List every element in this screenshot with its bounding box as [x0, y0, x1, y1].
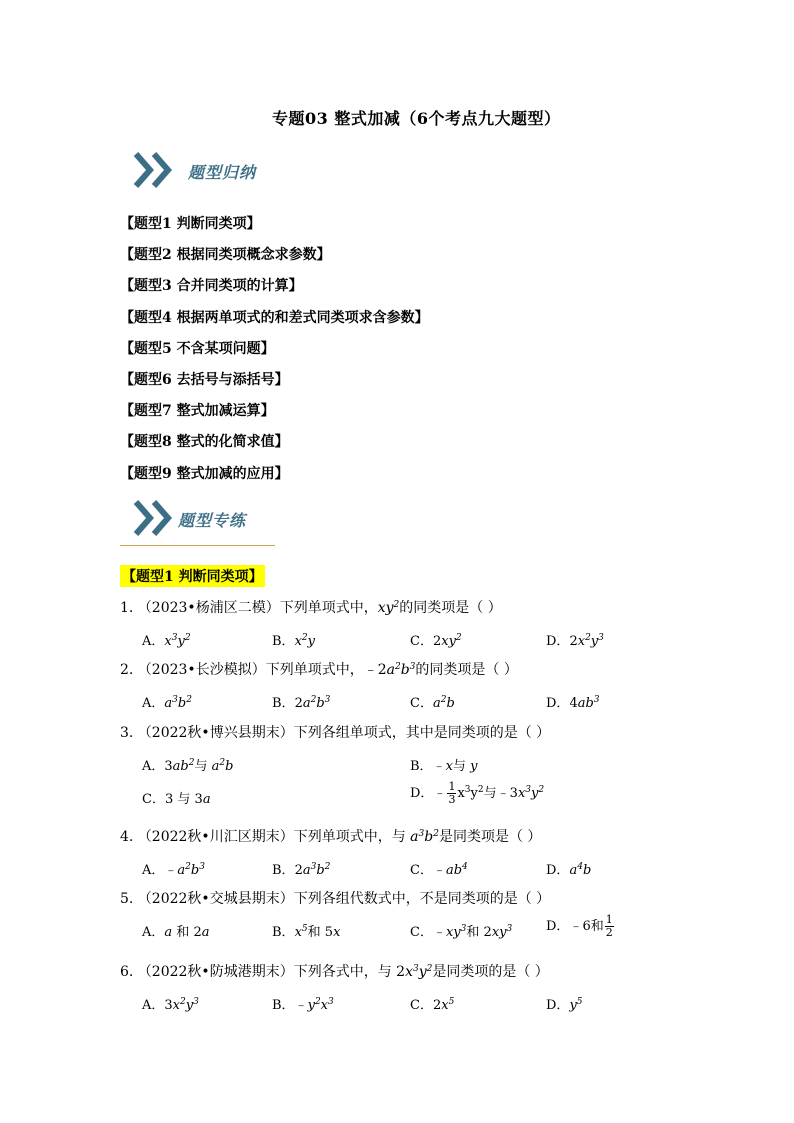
option-1d: D．$2x^2y^3$ [546, 633, 604, 649]
option-6d: D．$y^5$ [546, 997, 583, 1013]
question-3: 3. （2022秋•博兴县期末）下列各组单项式，其中是同类项的是（ ） [120, 725, 551, 741]
option-3c: C．3 与 3a [142, 792, 211, 807]
option-5a: A．a 和 2a [142, 925, 210, 940]
double-chevron-icon [132, 150, 182, 190]
page-title: 专题03 整式加减（6个考点九大题型） [272, 109, 561, 128]
option-4a: A．$﹣a^2b^3$ [142, 862, 205, 878]
type-item: 【题型5 不含某项问题】 [120, 340, 275, 357]
question-4: 4. （2022秋•川汇区期末）下列单项式中，与 $a^3b^2$是同类项是（ ） [120, 829, 542, 845]
option-3d: D．﹣ $\frac{1}{3}$ $x^3y^2$与$﹣3x^3y^2$ [410, 780, 545, 806]
question-5: 5. （2022秋•交城县期末）下列各组代数式中，不是同类项的是（ ） [120, 891, 551, 907]
section-label: 题型专练 [178, 511, 247, 530]
type-item: 【题型7 整式加减运算】 [120, 403, 275, 420]
question-2: 2. （2023•长沙模拟）下列单项式中，$﹣2a^2b^3$的同类项是（ ） [120, 662, 518, 678]
highlight-heading: 【题型1 判断同类项】 [120, 565, 265, 587]
option-4d: D．$a^4b$ [546, 862, 592, 878]
option-4c: C．$﹣ab^4$ [410, 862, 468, 878]
type-item: 【题型1 判断同类项】 [120, 216, 261, 232]
section-label: 题型归纳 [188, 163, 257, 182]
type-list [120, 212, 429, 493]
option-2c: C．$a^2b$ [410, 695, 455, 711]
fraction: $\frac{1}{3}$ [448, 780, 456, 806]
double-chevron-icon [132, 498, 182, 538]
option-3a: A．$3ab^2$与 $a^2b$ [142, 758, 234, 774]
type-item: 【题型8 整式的化简求值】 [120, 434, 289, 451]
option-6b: B．$﹣y^2x^3$ [272, 997, 334, 1013]
option-4b: B．$2a^3b^2$ [272, 862, 331, 878]
option-3b: B．﹣x与 y [410, 759, 478, 774]
type-item: 【题型4 根据两单项式的和差式同类项求含参数】 [120, 309, 429, 326]
type-item: 【题型2 根据同类项概念求参数】 [120, 247, 331, 264]
option-5b: B．$x^5$和 5x [272, 924, 341, 940]
option-2d: D．$4ab^3$ [546, 695, 600, 711]
option-2a: A．$a^3b^2$ [142, 695, 192, 711]
option-1c: C．$2xy^2$ [410, 633, 462, 649]
option-2b: B．$2a^2b^3$ [272, 695, 331, 711]
type-item: 【题型6 去括号与添括号】 [120, 371, 289, 388]
question-1: 1. （2023•杨浦区二模）下列单项式中，$xy^2$的同类项是（ ） [120, 600, 502, 616]
option-5c: C．$﹣xy^3$和 $2xy^3$ [410, 924, 513, 940]
divider [120, 545, 275, 546]
option-1a: A．$x^3y^2$ [142, 633, 191, 649]
option-1b: B．$x^2y$ [272, 633, 315, 649]
type-item: 【题型9 整式加减的应用】 [120, 465, 289, 482]
fraction: $\frac{1}{2}$ [605, 913, 613, 939]
type-item: 【题型3 合并同类项的计算】 [120, 278, 303, 295]
section-header-practice [132, 498, 312, 542]
section-header-summary [132, 150, 312, 194]
option-6a: A．$3x^2y^3$ [142, 997, 199, 1013]
option-6c: C．$2x^5$ [410, 997, 455, 1013]
option-5d: D．﹣6和 $\frac{1}{2}$ [546, 913, 613, 939]
question-6: 6. （2022秋•防城港期末）下列各式中，与 $2x^3y^2$是同类项的是（ ） [120, 964, 549, 980]
